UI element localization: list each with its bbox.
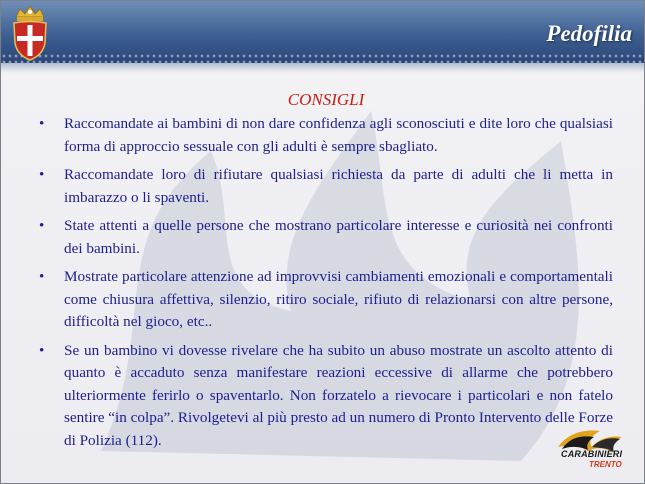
section-heading: CONSIGLI — [287, 90, 365, 109]
bullet: • — [39, 166, 45, 183]
bullet: • — [39, 115, 45, 132]
list-item-text: Se un bambino vi dovesse rivelare che ha subito un abuso mostrate un ascolto attento di quanto è accaduto senza manifestare reazioni eccessive di allarme che potrebbero ulteriormente ferirlo o spaventarlo. Non forzatelo a rievocare i particolari e non fatelo sentire “in colpa”. Rivolgetevi al più presto ad un numero di Pronto Intervento delle Forze di Polizia (112). — [64, 341, 613, 449]
bullet: • — [39, 341, 45, 359]
logo-text-carabinieri: CARABINIERI — [561, 449, 623, 459]
carabinieri-crest-icon — [10, 3, 50, 63]
bullet: • — [39, 217, 45, 234]
bullet: • — [39, 268, 45, 285]
list-item — [39, 164, 613, 209]
list-item — [39, 215, 613, 260]
list-item-text: State attenti a quelle persone che mostrano particolare interesse e curiosità nei confronti dei bambini. — [64, 217, 613, 257]
list-item-text: Raccomandate ai bambini di non dare confidenza agli sconosciuti e dite loro che qualsiasi forma di approccio sessuale con gli adulti è sempre sbagliato. — [64, 115, 613, 155]
list-item — [39, 340, 613, 453]
list-item-text: Raccomandate loro di rifiutare qualsiasi richiesta da parte di adulti che li metta in imbarazzo o li spaventi. — [64, 166, 613, 206]
list-item-text: Mostrate particolare attenzione ad improvvisi cambiamenti emozionali e comportamentali come chiusura affettiva, silenzio, ritiro sociale, rifiuto di relazionarsi con altre persone, difficoltà nel gioco, etc.. — [64, 268, 613, 330]
content-area — [39, 89, 613, 458]
list-item — [39, 266, 613, 334]
list-item — [39, 113, 613, 158]
tips-list — [39, 113, 613, 452]
slide-title: Pedofilia — [546, 21, 632, 46]
logo-text-trento: TRENTO — [589, 460, 622, 469]
